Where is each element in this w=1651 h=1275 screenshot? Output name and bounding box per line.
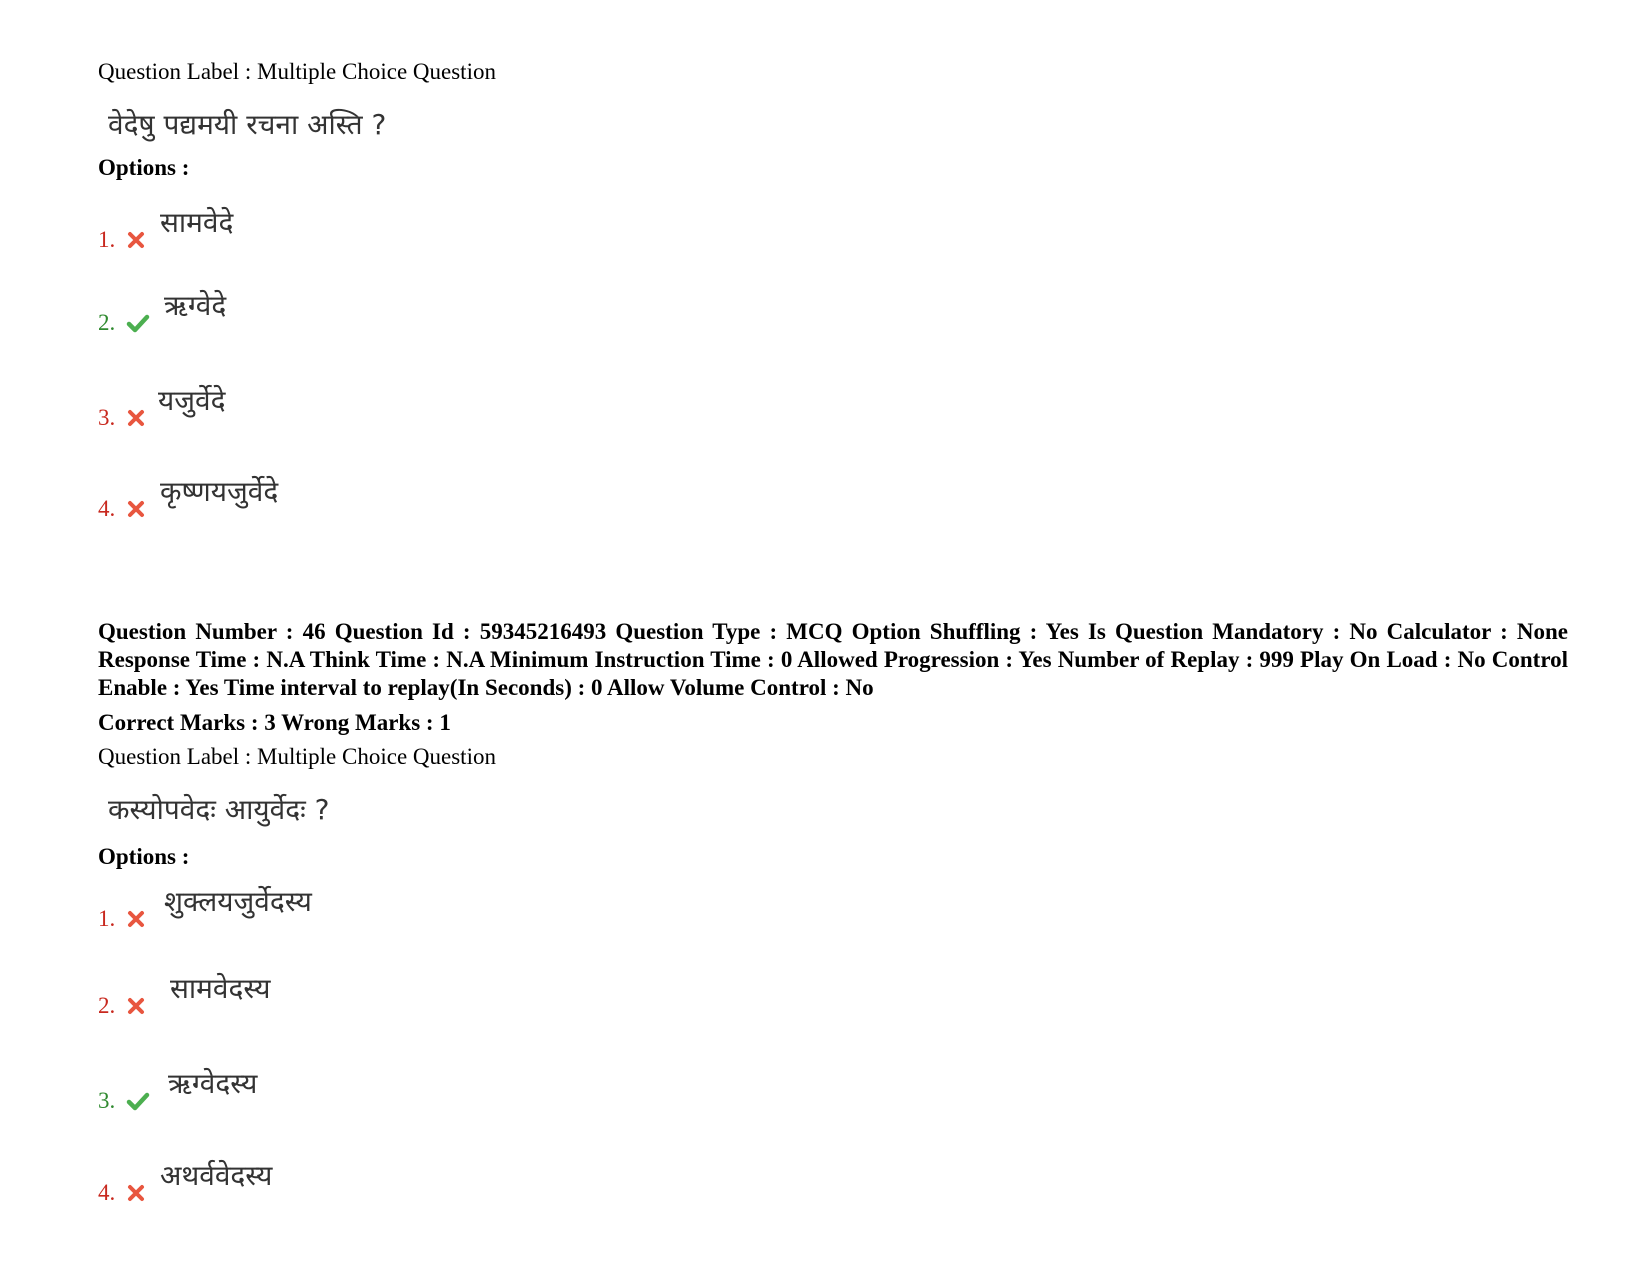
options-heading: Options :: [98, 844, 190, 869]
option-number: 1.: [98, 227, 116, 252]
cross-icon: [126, 909, 146, 929]
marks-info: Correct Marks : 3 Wrong Marks : 1: [98, 710, 451, 735]
option-number: 4.: [98, 496, 116, 521]
option-number: 2.: [98, 310, 116, 335]
option-4: [98, 463, 698, 523]
option-3: [98, 1055, 698, 1115]
option-number: 2.: [98, 993, 116, 1018]
option-number: 3.: [98, 1088, 116, 1113]
option-2: [98, 277, 698, 337]
question-text: वेदेषु पद्यमयी रचना अस्ति ?: [108, 108, 387, 141]
question-text: कस्योपवेदः आयुर्वेदः ?: [108, 793, 330, 826]
option-text: शुक्लयजुर्वेदस्य: [164, 885, 312, 918]
option-number: 4.: [98, 1180, 116, 1205]
option-number: 3.: [98, 405, 116, 430]
check-icon: [126, 1091, 150, 1111]
option-text: सामवेदे: [160, 206, 234, 239]
cross-icon: [126, 230, 146, 250]
cross-icon: [126, 499, 146, 519]
options-heading: Options :: [98, 155, 190, 180]
option-4: [98, 1147, 698, 1207]
cross-icon: [126, 408, 146, 428]
cross-icon: [126, 996, 146, 1016]
option-number: 1.: [98, 906, 116, 931]
question-metadata: Question Number : 46 Question Id : 59345216493 Question Type : MCQ Option Shuffling : Yes Is Question Mandatory : No Calculator : None Response Time : N.A Think Time : N.A Minimum Instruction Time : 0 Allowed Progression : Yes Number of Replay : 999 Play On Load : No Control Enable : Yes Time interval to replay(In Seconds) : 0 Allow Volume Control : No: [98, 619, 1568, 700]
check-icon: [126, 313, 150, 333]
option-text: ऋग्वेदस्य: [168, 1067, 258, 1100]
option-text: कृष्णयजुर्वेदे: [160, 475, 279, 508]
option-text: ऋग्वेदे: [164, 289, 227, 322]
option-text: यजुर्वेदे: [158, 384, 226, 417]
question-label: Question Label : Multiple Choice Question: [98, 744, 496, 769]
option-text: अथर्ववेदस्य: [160, 1159, 273, 1192]
option-1: [98, 194, 698, 254]
option-text: सामवेदस्य: [170, 972, 271, 1005]
option-3: [98, 372, 698, 432]
cross-icon: [126, 1183, 146, 1203]
option-2: [98, 960, 698, 1020]
question-label: Question Label : Multiple Choice Question: [98, 59, 496, 84]
option-1: [98, 873, 698, 933]
